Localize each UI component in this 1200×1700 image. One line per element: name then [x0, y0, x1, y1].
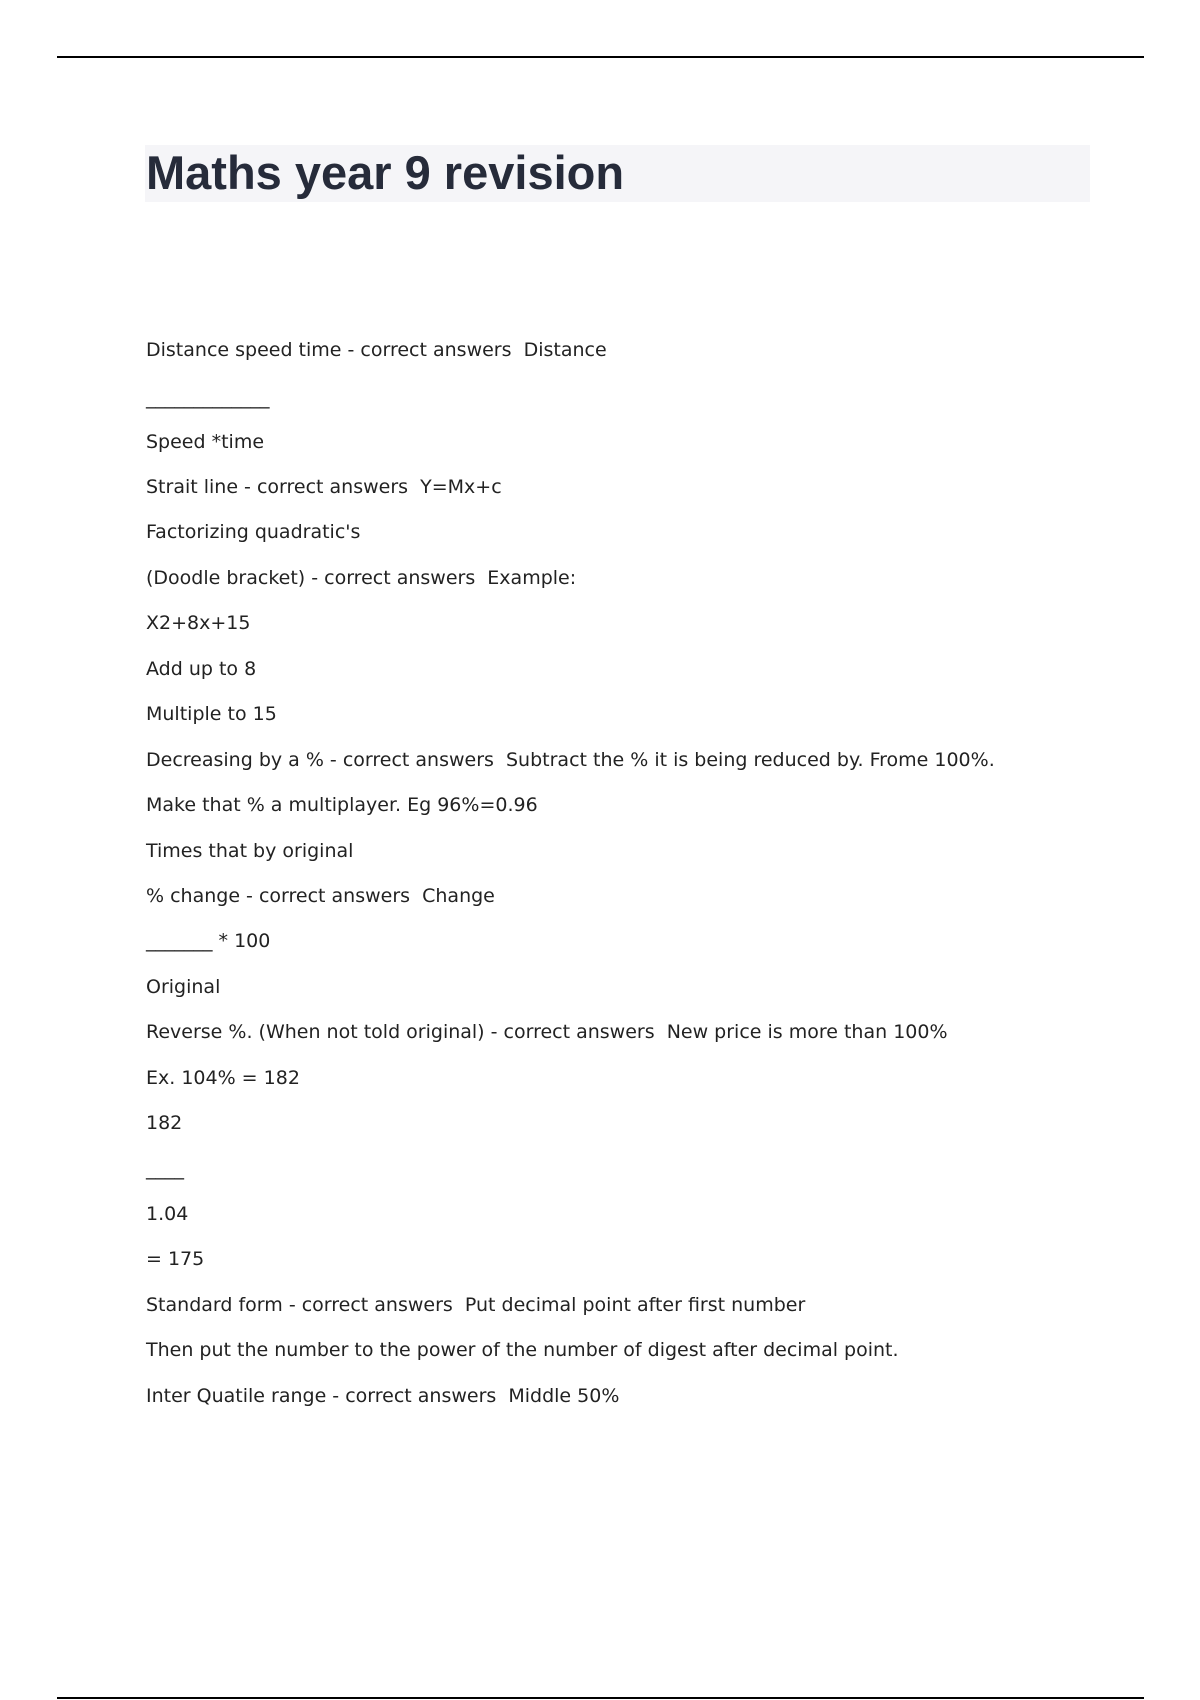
text-line: % change - correct answers Change	[146, 885, 495, 907]
text-line: Then put the number to the power of the number of digest after decimal point.	[146, 1339, 899, 1361]
text-line: Multiple to 15	[146, 703, 277, 725]
text-line: ____	[146, 1158, 184, 1180]
text-line: _____________	[146, 387, 270, 409]
text-line: Add up to 8	[146, 658, 257, 680]
text-line: Decreasing by a % - correct answers Subtract the % it is being reduced by. Frome 100%.	[146, 749, 995, 771]
text-line: Strait line - correct answers Y=Mx+c	[146, 476, 502, 498]
text-line: Times that by original	[146, 840, 354, 862]
text-line: (Doodle bracket) - correct answers Example:	[146, 567, 577, 589]
text-line: Speed *time	[146, 431, 265, 453]
footer-rule	[57, 1697, 1144, 1699]
text-line: Ex. 104% = 182	[146, 1067, 300, 1089]
text-line: Reverse %. (When not told original) - correct answers New price is more than 100%	[146, 1021, 948, 1043]
text-line: _______ * 100	[146, 930, 271, 952]
header-rule	[57, 56, 1144, 58]
text-line: X2+8x+15	[146, 612, 251, 634]
text-line: 1.04	[146, 1203, 189, 1225]
text-line: 182	[146, 1112, 183, 1134]
text-line: Original	[146, 976, 221, 998]
text-line: Factorizing quadratic's	[146, 521, 361, 543]
page-title: Maths year 9 revision	[146, 146, 625, 199]
text-line: Inter Quatile range - correct answers Middle 50%	[146, 1385, 620, 1407]
text-line: = 175	[146, 1248, 205, 1270]
text-line: Make that % a multiplayer. Eg 96%=0.96	[146, 794, 538, 816]
text-line: Standard form - correct answers Put decimal point after first number	[146, 1294, 806, 1316]
text-line: Distance speed time - correct answers Distance	[146, 339, 607, 361]
